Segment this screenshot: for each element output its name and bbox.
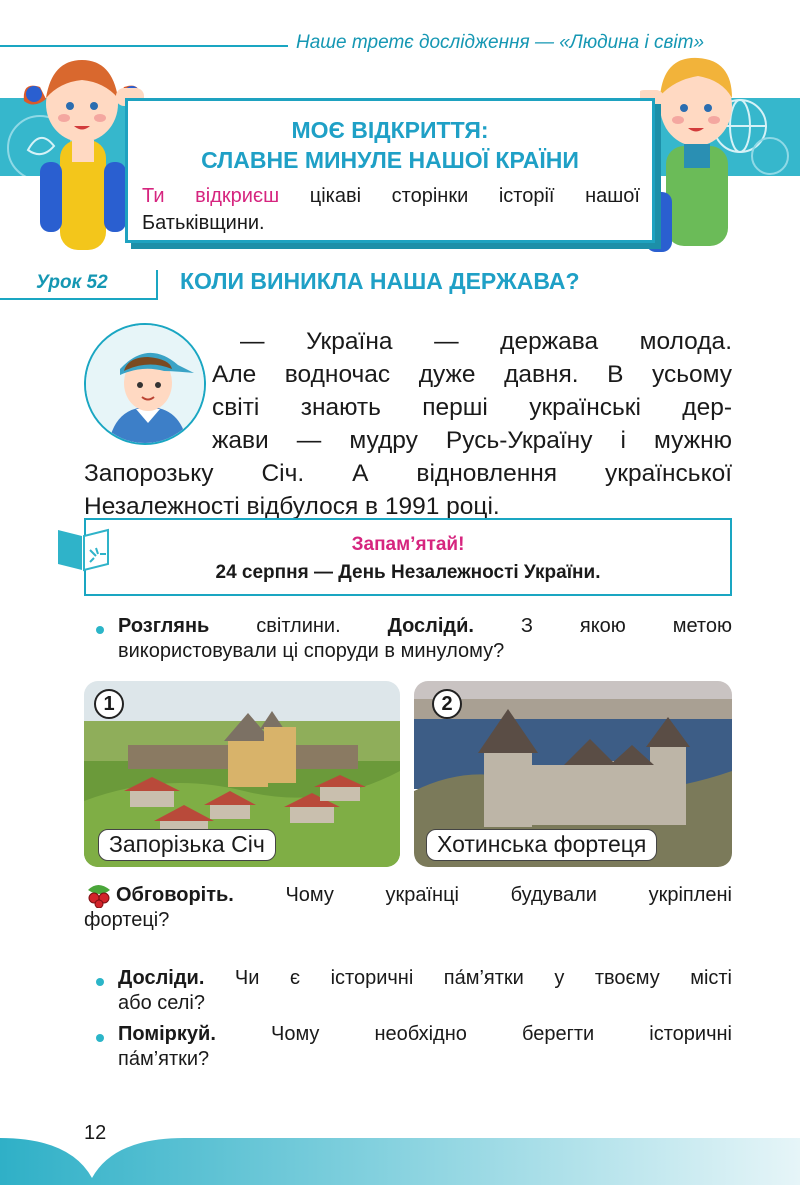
task-examine-bold-1: Розглянь: [118, 615, 210, 637]
intro-line: Запорозьку Січ. А відновлення української: [84, 460, 732, 487]
photo-zaporizka-sich: [84, 681, 400, 867]
banner-title-line-1: МОЄ ВІДКРИТТЯ:: [291, 117, 489, 143]
boy-illustration: [640, 52, 760, 252]
task-examine-text-2: З якою метою: [473, 615, 732, 637]
photo-number-badge: 1: [94, 689, 124, 719]
intro-line: Але водночас дуже давня. В усьому: [212, 361, 732, 388]
task-investigate-bold: Досліди.: [118, 967, 205, 989]
discuss-line-2: фортеці?: [84, 909, 170, 931]
lesson-title: КОЛИ ВИНИКЛА НАША ДЕРЖАВА?: [180, 268, 580, 294]
task-investigate-line-1: Чи є історичні па́м’ятки у твоєму місті: [204, 967, 732, 989]
intro-paragraph-part-2: [84, 424, 732, 523]
lesson-number: Урок 52: [36, 272, 108, 293]
header-rule: [0, 45, 288, 47]
discuss-block: [84, 883, 732, 933]
photo-caption: Хотинська фортеця: [426, 829, 657, 861]
photo-number-badge: 2: [432, 689, 462, 719]
page-number: 12: [84, 1122, 107, 1144]
task-examine-line-2: використовували ці споруди в минулому?: [118, 640, 505, 662]
task-investigate-line-2: або селі?: [118, 992, 205, 1014]
remember-text: 24 серпня — День Незалежності України.: [215, 562, 601, 583]
banner-title: [128, 115, 652, 175]
task-examine-bold-2: Досліди́.: [387, 615, 474, 637]
bullet-icon: [96, 978, 104, 986]
intro-paragraph-part-1: [212, 325, 732, 424]
discovery-banner: [125, 98, 655, 243]
task-investigate: [118, 966, 732, 1016]
banner-highlight: Ти відкриєш: [142, 185, 280, 207]
intro-line: — Україна — держава молода.: [240, 328, 732, 355]
task-reflect-line-2: па́м’ятки?: [118, 1048, 210, 1070]
lesson-tag: [0, 270, 158, 300]
task-reflect-line-1: Чому необхідно берегти історичні: [215, 1023, 732, 1045]
task-examine: [118, 614, 732, 664]
bullet-icon: [96, 626, 104, 634]
intro-line: Незалежності відбулося в 1991 році.: [84, 493, 500, 520]
banner-text: [142, 183, 640, 237]
banner-text-line-2: Батьківщини.: [142, 212, 265, 234]
remember-box: [84, 518, 732, 596]
discuss-bold: Обговоріть.: [116, 884, 234, 906]
task-reflect-bold: Поміркуй.: [118, 1023, 216, 1045]
task-reflect: [118, 1022, 732, 1072]
photo-khotyn-fortress: [414, 681, 732, 867]
remember-title: Запам’ятай!: [351, 534, 465, 555]
running-header: Наше третє дослідження — «Людина і світ»: [296, 32, 705, 53]
intro-line: жави — мудру Русь-Україну і мужню: [212, 427, 732, 454]
bullet-icon: [96, 1034, 104, 1042]
banner-title-line-2: СЛАВНЕ МИНУЛЕ НАШОЇ КРАЇНИ: [201, 147, 579, 173]
footer-band: [0, 1138, 800, 1185]
banner-text-line-1: цікаві сторінки історії нашої: [279, 185, 640, 207]
task-examine-text-1: світлини.: [209, 615, 388, 637]
open-book-icon: [56, 524, 110, 572]
discuss-line-1: Чому українці будували укріплені: [233, 884, 732, 906]
intro-line: світі знають перші українські дер-: [212, 394, 732, 421]
photo-caption: Запорізька Січ: [98, 829, 276, 861]
